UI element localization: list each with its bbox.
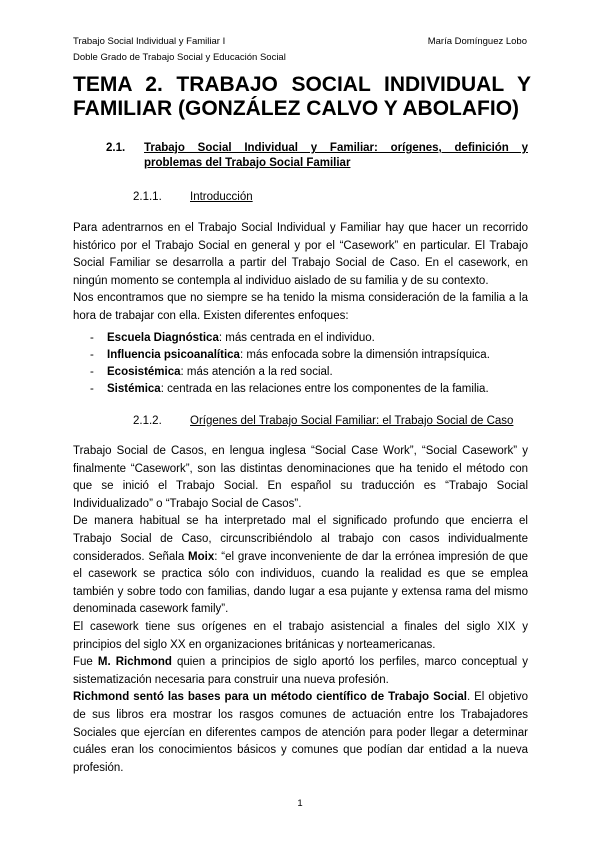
subsection-title: Orígenes del Trabajo Social Familiar: el Trabajo Social de Caso [190, 415, 514, 427]
section-title-line1: Trabajo Social Individual y Familiar: orígenes, definición y [144, 142, 528, 154]
highlight-statement: Richmond sentó las bases para un método científico de Trabajo Social [73, 691, 467, 704]
page-header [73, 36, 527, 48]
section-heading [106, 141, 528, 171]
approach-desc: : más centrada en el individuo. [218, 332, 375, 344]
section-number: 2.1. [106, 142, 126, 154]
text-run: : “el grave inconveniente de dar la errónea impresión de que el casework se practica sólo con individuos, cuando la realidad es que se emplea también y sobre todo con familias, dando lugar a esa pujante y extensa rama del mismo denominada casework family”. [73, 550, 528, 616]
bullet-dash: - [90, 366, 94, 378]
approach-term: Sistémica [107, 383, 161, 395]
header-author: María Domínguez Lobo [427, 36, 527, 47]
subsection-number: 2.1.1. [133, 191, 162, 203]
list-item [73, 347, 528, 364]
text-run: quien a principios de siglo aportó los perfiles, marco conceptual y sistematización necesaria para construir una nueva profesión. [73, 656, 528, 686]
author-moix: Moix [188, 550, 215, 563]
author-richmond: M. Richmond [97, 656, 172, 669]
approach-term: Ecosistémica [107, 366, 181, 378]
intro-text [73, 220, 528, 326]
origins-paragraph-5 [73, 689, 528, 777]
subsection-number: 2.1.2. [133, 415, 162, 427]
origins-paragraph-3: El casework tiene sus orígenes en el trabajo asistencial a finales del siglo XIX y principios del siglo XX en organizaciones británicas y norteamericanas. [73, 620, 528, 651]
section-title-line2: problemas del Trabajo Social Familiar [144, 157, 351, 169]
bullet-dash: - [90, 332, 94, 344]
intro-paragraph-2: Nos encontramos que no siempre se ha tenido la misma consideración de la familia a la hora de trabajar con ella. Existen diferentes enfoques: [73, 292, 528, 322]
section-title [144, 141, 528, 171]
approach-desc: : más atención a la red social. [180, 366, 333, 378]
origins-paragraph-2 [73, 513, 528, 619]
list-item [73, 364, 528, 381]
approach-desc: : más enfocada sobre la dimensión intrapsíquica. [239, 349, 490, 361]
page-title: TEMA 2. TRABAJO SOCIAL INDIVIDUAL Y FAMILIAR (GONZÁLEZ CALVO Y ABOLAFIO) [73, 73, 531, 120]
text-run: Fue [73, 656, 98, 669]
origins-paragraph-4 [73, 654, 528, 689]
approach-term: Influencia psicoanalítica [107, 349, 240, 361]
bullet-dash: - [90, 349, 94, 361]
page-number: 1 [297, 798, 303, 809]
text-run: De manera habitual se ha interpretado mal el significado profundo que encierra el Trabajo Social de Caso, circunscribiéndolo al trabajo con casos individualmente considerados. Señala [73, 515, 528, 563]
approach-term: Escuela Diagnóstica [107, 332, 219, 344]
subsection-heading-origins [133, 414, 513, 429]
list-item [73, 381, 528, 398]
intro-paragraph-1: Para adentrarnos en el Trabajo Social Individual y Familiar hay que hacer un recorrido histórico por el Trabajo Social en general y por el “Casework” en particular. El Trabajo Social Familiar se desarrolla a partir del Trabajo Social de Caso. En el casework, en ningún momento se contempla al individuo aislado de su familia y de su contexto. [73, 222, 528, 287]
approach-desc: : centrada en las relaciones entre los componentes de la familia. [160, 383, 489, 395]
list-item [73, 330, 528, 347]
origins-text [73, 443, 528, 777]
bullet-dash: - [90, 383, 94, 395]
text-run: . El objetivo de sus libros era mostrar los rasgos comunes de actuación entre los Trabajadores Sociales que ejercían en diferentes campos de atención para poder llegar a determinar cuáles eran los conocimientos básicos y comunes que podían dar entidad a la nueva profesión. [73, 691, 528, 774]
subsection-heading-intro [133, 190, 253, 205]
subsection-title: Introducción [190, 191, 253, 203]
header-course: Trabajo Social Individual y Familiar I [73, 36, 226, 47]
origins-paragraph-1: Trabajo Social de Casos, en lengua inglesa “Social Case Work”, “Social Casework” y finalmente “Casework”, son las distintas denominaciones que ha tenido el método con que se inició el Trabajo Social. En español su traducción es “Trabajo Social Individualizado” o “Trabajo Social de Casos”. [73, 445, 528, 510]
header-degree: Doble Grado de Trabajo Social y Educación Social [73, 52, 286, 63]
approaches-list [73, 330, 528, 398]
